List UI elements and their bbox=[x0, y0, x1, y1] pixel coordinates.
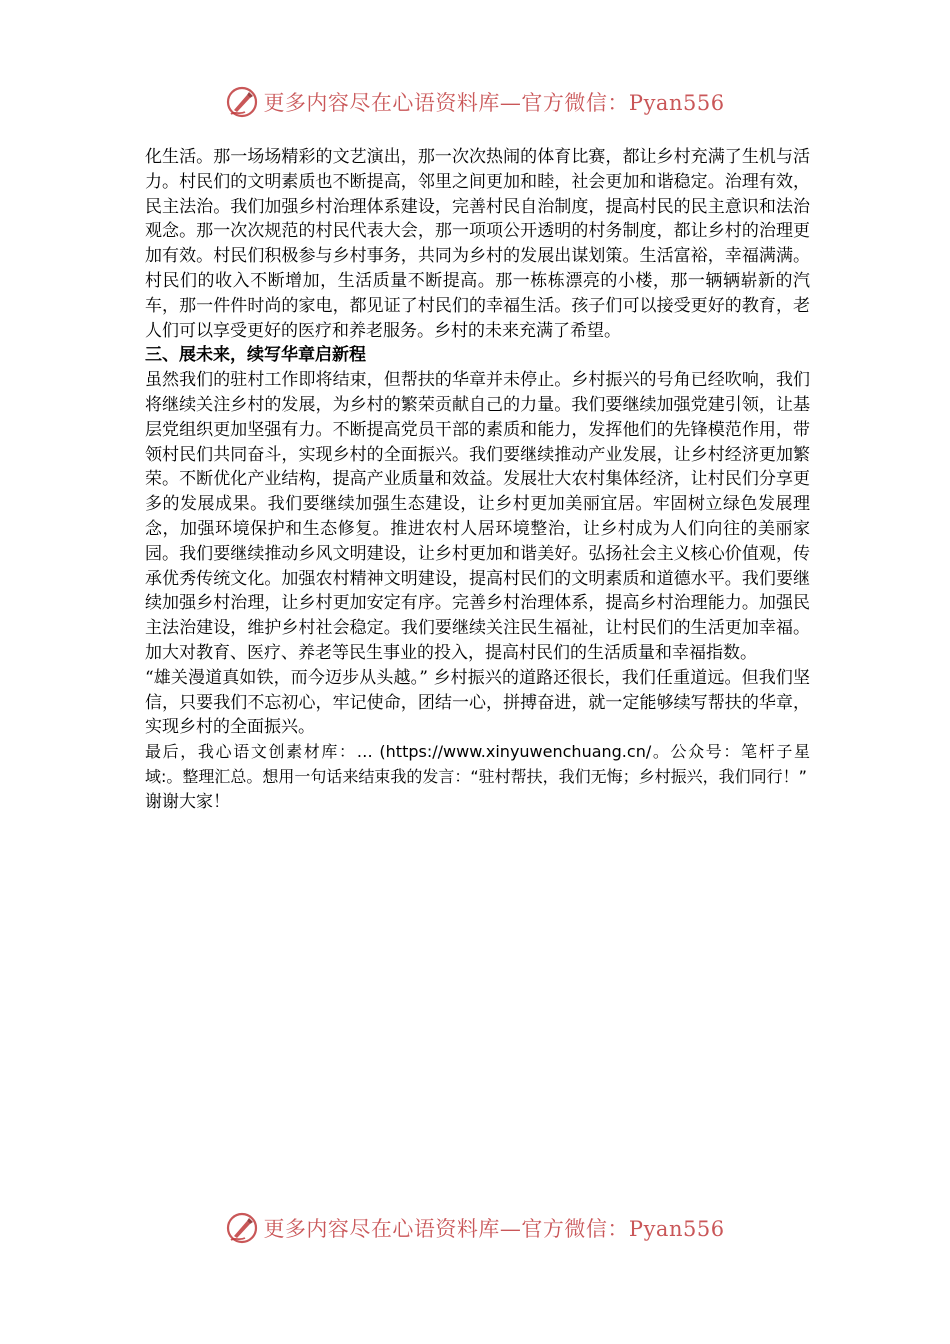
paragraph-quote: “雄关漫道真如铁，而今迈步从头越。” 乡村振兴的道路还很长，我们任重道远。但我们坚信，只要我们不忘初心，牢记使命，团结一心，拼搏奋进，就一定能够续写帮扶的华章，实现乡村的全面振兴。 bbox=[145, 667, 810, 738]
section-heading-future: 三、展未来，续写华章启新程 bbox=[145, 345, 366, 366]
paragraph-rural-life: 化生活。那一场场精彩的文艺演出，那一次次热闹的体育比赛，都让乡村充满了生机与活力。村民们的文明素质也不断提高，邻里之间更加和睦，社会更加和谐稳定。治理有效，民主法治。我们加强乡村治理体系建设，完善村民自治制度，提高村民的民主意识和法治观念。那一次次规范的村民代表大会，那一项项公开透明的村务制度，都让乡村的治理更加有效。村民们积极参与乡村事务，共同为乡村的发展出谋划策。生活富裕，幸福满满。村民们的收入不断增加，生活质量不断提高。那一栋栋漂亮的小楼，那一辆辆崭新的汽车，那一件件时尚的家电，都见证了村民们的幸福生活。孩子们可以接受更好的教育，老人们可以享受更好的医疗和养老服务。乡村的未来充满了希望。 bbox=[145, 147, 810, 341]
document-body bbox=[145, 145, 810, 815]
pen-logo-icon bbox=[225, 1211, 259, 1245]
footer-watermark-banner bbox=[0, 1208, 950, 1248]
header-watermark-banner bbox=[0, 82, 950, 122]
paragraph-thanks: 谢谢大家！ bbox=[145, 791, 230, 812]
paragraph-closing-remark: 最后，我心语文创素材库：… (https://www.xinyuwenchuang.cn/。公众号：笔杆子星域:。整理汇总。想用一句话来结束我的发言：“驻村帮扶，我们无悔；乡村振兴，我们同行！” bbox=[145, 742, 810, 786]
pen-logo-icon bbox=[225, 85, 259, 119]
paragraph-continue-support: 虽然我们的驻村工作即将结束，但帮扶的华章并未停止。乡村振兴的号角已经吹响，我们将继续关注乡村的发展，为乡村的繁荣贡献自己的力量。我们要继续加强党建引领，让基层党组织更加坚强有力。不断提高党员干部的素质和能力，发挥他们的先锋模范作用，带领村民们共同奋斗，实现乡村的全面振兴。我们要继续推动产业发展，让乡村经济更加繁荣。不断优化产业结构，提高产业质量和效益。发展壮大农村集体经济，让村民们分享更多的发展成果。我们要继续加强生态建设，让乡村更加美丽宜居。牢固树立绿色发展理念，加强环境保护和生态修复。推进农村人居环境整治，让乡村成为人们向往的美丽家园。我们要继续推动乡风文明建设，让乡村更加和谐美好。弘扬社会主义核心价值观，传承优秀传统文化。加强农村精神文明建设，提高村民们的文明素质和道德水平。我们要继续加强乡村治理，让乡村更加安定有序。完善乡村治理体系，提高乡村治理能力。加强民主法治建设，维护乡村社会稳定。我们要继续关注民生福祉，让村民们的生活更加幸福。加大对教育、医疗、养老等民生事业的投入，提高村民们的生活质量和幸福指数。 bbox=[145, 370, 810, 663]
footer-watermark-text: 更多内容尽在心语资料库—官方微信：Pyan556 bbox=[263, 1217, 725, 1241]
header-watermark-text: 更多内容尽在心语资料库—官方微信：Pyan556 bbox=[263, 91, 725, 115]
